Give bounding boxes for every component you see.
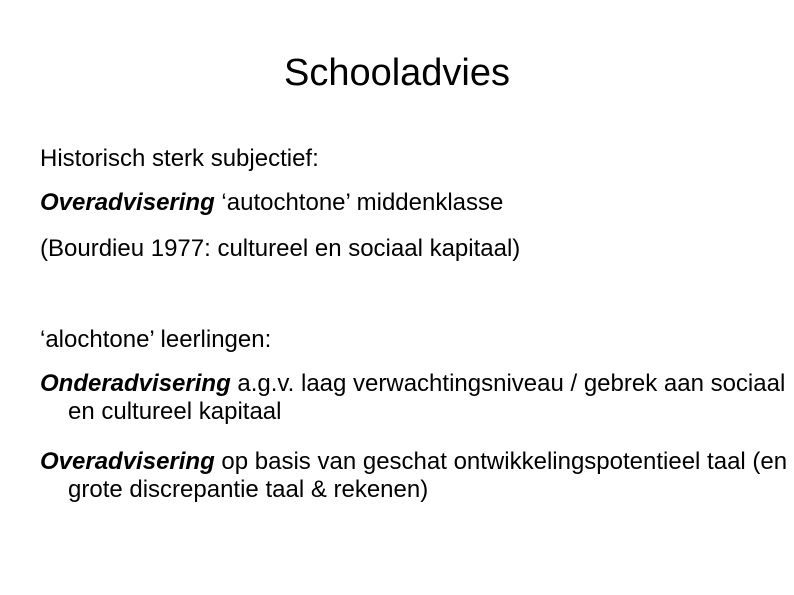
emphasis-onderadvisering: Onderadvisering <box>40 370 231 397</box>
emphasis-overadvisering-2: Overadvisering <box>40 448 215 475</box>
emphasis-overadvisering: Overadvisering <box>40 189 215 216</box>
line-historisch: Historisch sterk subjectief: <box>40 145 319 172</box>
line-bourdieu: (Bourdieu 1977: cultureel en sociaal kapitaal) <box>40 235 521 262</box>
line-onderadvisering <box>40 370 788 426</box>
line-overadvisering-taal <box>40 448 788 504</box>
text-verwachtingsniveau: a.g.v. laag verwachtingsniveau / gebrek aan sociaal en cultureel kapitaal <box>68 370 786 425</box>
line-alochtone: ‘alochtone’ leerlingen: <box>40 326 272 353</box>
slide-title: Schooladvies <box>283 52 511 94</box>
line-overadvisering-middenklasse <box>40 189 788 217</box>
text-middenklasse: ‘autochtone’ middenklasse <box>214 189 504 216</box>
text-ontwikkelingspotentieel: op basis van geschat ontwikkelingspotentieel taal (en grote discrepantie taal & rekenen) <box>68 448 788 503</box>
